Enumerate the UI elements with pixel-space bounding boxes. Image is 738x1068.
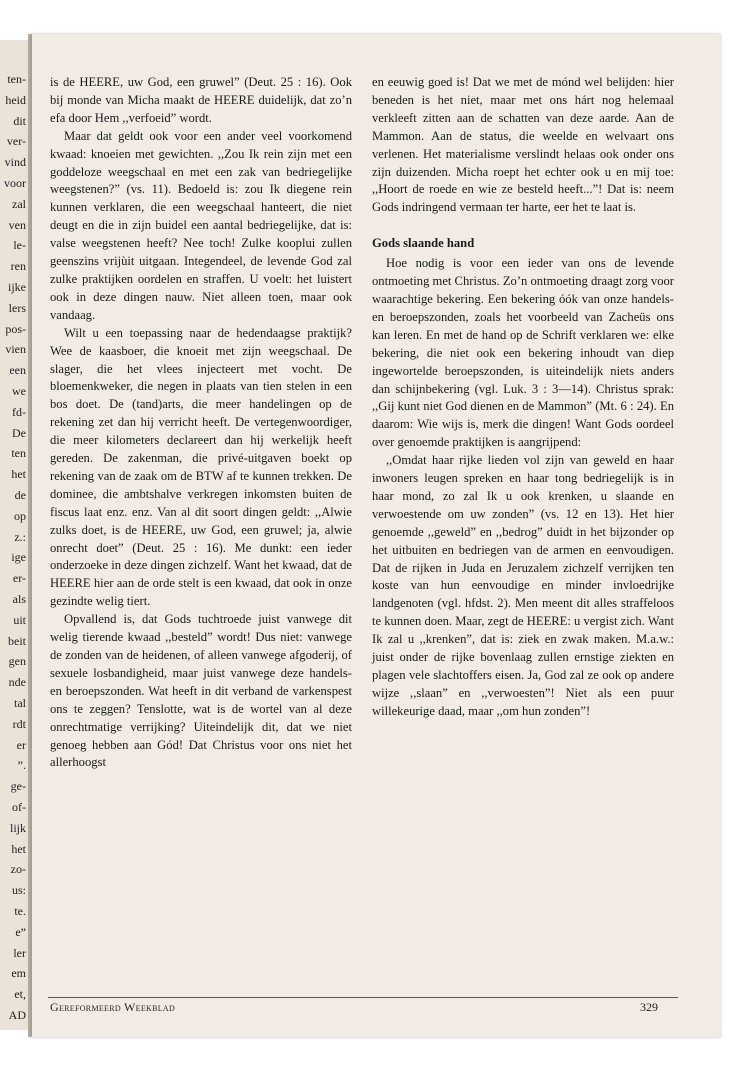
footer-page-number: 329	[640, 1000, 658, 1014]
prev-page-fragment: ige	[11, 550, 26, 565]
section-heading: Gods slaande hand	[372, 236, 475, 251]
prev-page-fragment: ten-	[7, 72, 26, 86]
prev-page-fragment: heid	[5, 92, 26, 107]
prev-page-fragment: het	[11, 841, 26, 856]
prev-page-fragment: e”	[15, 924, 26, 939]
prev-page-fragment: tal	[14, 696, 26, 710]
prev-page-fragment: of-	[12, 800, 26, 814]
prev-page-fragment: ge-	[10, 779, 26, 794]
prev-page-fragment: ten	[11, 446, 26, 461]
prev-page-fragment: ver-	[6, 134, 26, 149]
prev-page-fragment: gen	[8, 654, 26, 669]
prev-page-fragment: vien	[5, 342, 26, 357]
prev-page-fragment: nde	[8, 675, 26, 690]
prev-page-fragment: voor	[4, 176, 26, 190]
prev-page-fragment: ven	[8, 217, 26, 232]
prev-page-fragment: zal	[12, 196, 26, 211]
prev-page-fragment: uit	[13, 612, 26, 627]
prev-page-fragment: et,	[14, 987, 26, 1002]
prev-page-fragment: De	[12, 425, 26, 440]
prev-page-fragment: beit	[8, 633, 26, 648]
prev-page-fragment: als	[12, 592, 26, 606]
right-column	[372, 74, 674, 721]
prev-page-fragment: te.	[14, 904, 26, 918]
right-paragraph-2: Hoe nodig is voor een ieder van ons de levende ontmoeting met Christus. Zo’n ontmoeting draagt zorg voor waarachtige bekering. Een bekering óók van onze handels- en beroepszonden, zoals het voorbeeld van Zacheüs ons kan leren. En met de hand op de Schrift verklaren we: elke bekering, die niet ook een bekering inhoudt van diep ingewortelde beroepszonden, is uiteindelijk niets anders dan schijnbekering (vgl. Luk. 3 : 3—14). Christus sprak: ,,Gij kunt niet God dienen en de Mammon” (Mt. 6 : 24). En daarom: Wie wijs is, merk die dingen! Want Gods oordeel over genoemde praktijken is aangrijpend:	[372, 256, 674, 450]
prev-page-fragment: er-	[12, 571, 26, 586]
prev-page-fragment: pos-	[5, 321, 26, 336]
prev-page-fragment: het	[11, 467, 26, 482]
footer-rule	[48, 997, 678, 998]
prev-page-fragment: ren	[10, 259, 26, 274]
left-column	[50, 74, 352, 772]
footer-publication: Gereformeerd Weekblad	[50, 1000, 176, 1014]
prev-page-fragment: lijk	[9, 820, 26, 835]
prev-page-fragment: ijke	[8, 280, 26, 294]
prev-page-fragment: rdt	[12, 716, 26, 731]
prev-page-fragment: z.:	[14, 529, 26, 544]
prev-page-fragment: lers	[8, 300, 26, 315]
prev-page-fragment: ler	[13, 945, 26, 960]
prev-page-fragment: vind	[4, 155, 26, 170]
right-paragraph-1: en eeuwig goed is! Dat we met de mónd wel belijden: hier beneden is het niet, maar met ons hárt nog helemaal verkleeft zitten aan de schatten van deze aarde. Aan de Mammon. Aan de status, die weelde en welvaart ons verlenen. Het materialisme verslindt helaas ook onder ons zijn duizenden. Micha roept het echter ook u en mij toe: ,,Hoort de roede en wie ze besteld heeft...”! Dat is: neem Gods indringend vermaan ter harte, eer het te laat is.	[372, 75, 674, 215]
prev-page-fragment: op	[14, 508, 26, 523]
prev-page-fragment: er	[16, 737, 26, 752]
left-paragraph-4: Opvallend is, dat Gods tuchtroede juist vanwege dit welig tierende kwaad ,,besteld” wordt! Dus niet: vanwege de zonden van de heidenen, of alleen vanwege afgoderij, of sexuele losbandigheid, maar juist vanwege deze handels- en beroepszonden. Wat heeft in dit verband de varkenspest ons te zeggen? Tenslotte, wat is de wortel van al deze onrechtmatige verrijking? Uiteindelijk dit, dat we niet genoeg hebben aan Gód! Dat Christus voor ons niet het allerhoogst	[50, 612, 352, 770]
previous-page-edge	[0, 40, 28, 1030]
prev-page-fragment: em	[11, 966, 26, 981]
left-paragraph-2: Maar dat geldt ook voor een ander veel voorkomend kwaad: knoeien met gewichten. ,,Zou Ik rein zijn met een goddeloze weegschaal en met een zak van bedriegelijke weegstenen?” (vs. 11). Bedoeld is: zou Ik diegene rein kunnen verklaren, die een weegschaal hanteert, die niet deugt en die in zijn buidel een aantal bedriegelijke, dat is: valse weegstenen heeft? Nee toch! Zulke kooplui zullen geenszins vrijùit uitgaan. Integendeel, de levende God zal zulke praktijken oordelen en straffen. U voelt: het luistert ook in deze dingen nauw. Niet alleen toen, maar ook vandaag.	[50, 128, 352, 322]
prev-page-fragment: us:	[11, 883, 26, 898]
left-paragraph-1: is de HEERE, uw God, een gruwel” (Deut. 25 : 16). Ook bij monde van Micha maakt de HEERE duidelijk, dat zo’n efa door Hem ,,verfoeid” wordt.	[50, 75, 352, 125]
prev-page-fragment: fd-	[12, 404, 26, 419]
prev-page-fragment: le-	[13, 238, 26, 253]
right-paragraph-3: ,,Omdat haar rijke lieden vol zijn van geweld en haar inwoners leugen spreken en haar tong bedriegelijk is in haar mond, zo zal Ik u ook krenken, u slaande en verwoestende om uw zonden” (vs. 12 en 13). Het hier genoemde ,,geweld” en ,,bedrog” duidt in het bijzonder op het uitbuiten en bedriegen van de armen en eenvoudigen. Dat de rijken in Juda en Jeruzalem zichzelf verrijken ten koste van hun eenvoudige en minder invloedrijke landgenoten (vgl. hfdst. 2). Men meent dit alles straffeloos te kunnen doen. Maar, zegt de HEERE: u vergist zich. Want Ik zal u ,,krenken”, dat is: ziek en zwak maken. M.a.w.: juist onder de rijke bovenlaag zullen ernstige ziekten en plagen vele slachtoffers eisen. Ja, God zal ze ook op andere wijze ,,slaan” en ,,verwoesten”! Niet als een puur willekeurige daad, maar ,,om hun zonden”!	[372, 453, 674, 718]
prev-page-fragment: ”.	[17, 758, 26, 773]
prev-page-fragment: de	[14, 488, 26, 502]
left-paragraph-3: Wilt u een toepassing naar de hedendaagse praktijk? Wee de kaasboer, die knoeit met zijn weegschaal. De slager, die het vlees injecteert met vocht. De bloemenkweker, die negen in plaats van tien stelen in een bos doet. De (tand)arts, die meer handelingen op de rekening zet dan hij verricht heeft. De vertegenwoordiger, die meer kilometers declareert dan hij werkelijk heeft gereden. De zakenman, die privé-uitgaven boekt op rekening van de zaak om de BTW af te kunnen trekken. De dominee, die ambtshalve verkregen inkomsten buiten de fiscus laat enz. enz. Van al dit soort dingen geldt: ,,Alwie zulks doet, is de HEERE, uw God, een gruwel; ja, alwie onrecht doet” (Deut. 25 : 16). Me dunkt: een ieder onderzoeke in deze dingen zichzelf. Want het kwaad, dat de HEERE hier aan de orde stelt is een kwaad, dat ook in onze gezindte welig tiert.	[50, 325, 352, 609]
prev-page-fragment: zo-	[10, 862, 26, 877]
prev-page-fragment: een	[9, 363, 26, 378]
prev-page-fragment: we	[12, 384, 26, 398]
prev-page-fragment: AD	[8, 1008, 26, 1022]
prev-page-fragment: dit	[13, 113, 26, 128]
